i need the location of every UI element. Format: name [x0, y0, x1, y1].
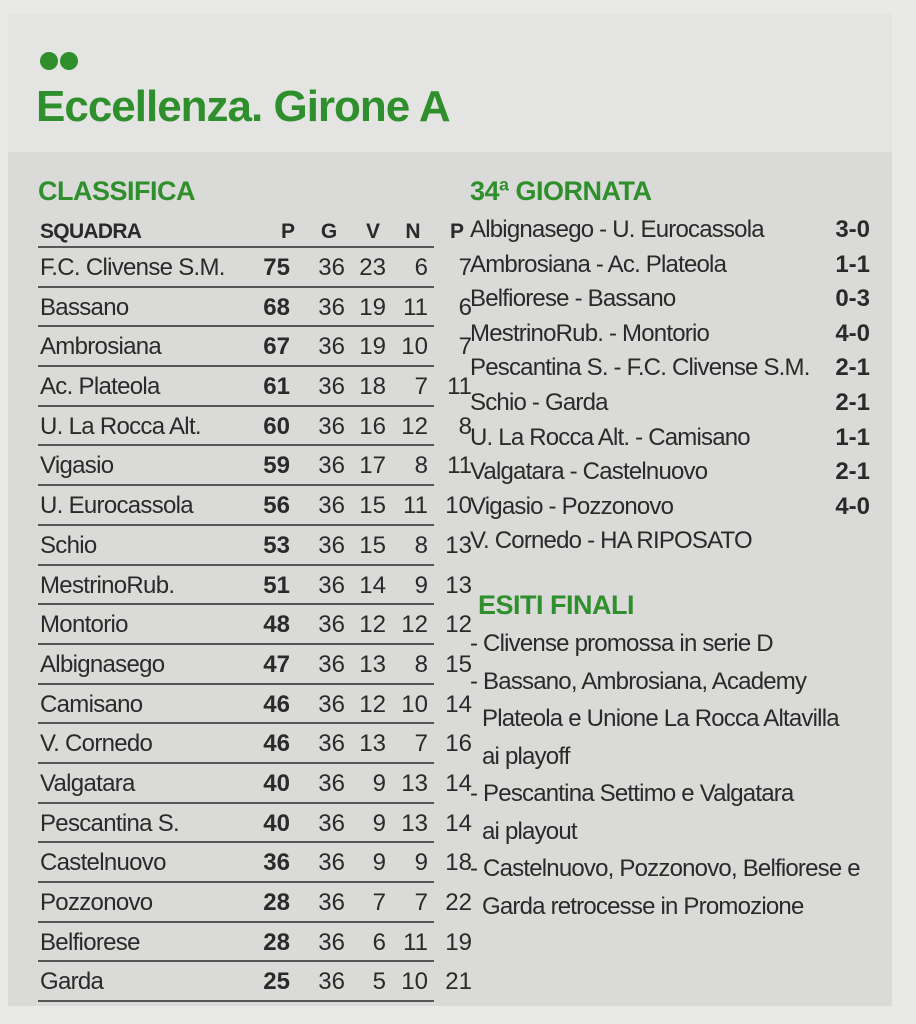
stat-cell: 28 [263, 889, 290, 916]
stat-cell: 8 [414, 650, 428, 678]
column-header: P [280, 220, 295, 243]
list-item [470, 352, 870, 387]
match-teams: Schio - Garda [470, 388, 608, 416]
stat-cell: 7 [414, 373, 428, 401]
stat-cell: 13 [445, 531, 472, 559]
team-name: Albignasego [40, 650, 165, 678]
match-teams: Pescantina S. - F.C. Clivense S.M. [470, 354, 810, 382]
team-name: Schio [40, 531, 97, 559]
stat-cell: 67 [263, 333, 290, 361]
match-score: 2-1 [835, 388, 870, 416]
table-row [38, 962, 472, 1002]
stat-cell: 36 [318, 452, 345, 480]
stat-cell: 36 [318, 809, 345, 837]
stat-cell: 46 [263, 690, 290, 718]
table-row [38, 804, 472, 844]
stat-cell: 11 [403, 293, 428, 321]
stat-cell: 9 [372, 769, 386, 797]
stat-cell: 18 [359, 373, 386, 401]
stat-cell: 19 [359, 293, 386, 321]
stat-cell: 7 [458, 254, 472, 281]
stat-cell: 11 [403, 492, 428, 520]
team-name: Belfiorese [40, 928, 140, 956]
table-row [38, 843, 472, 883]
column-header: G [320, 220, 338, 243]
match-score: 4-0 [835, 319, 870, 347]
table-header [38, 216, 464, 248]
stat-cell: 10 [401, 333, 428, 361]
stat-cell: 22 [445, 889, 472, 916]
team-name: Valgatara [40, 769, 135, 797]
outcome-line: - Clivense promossa in serie D [470, 630, 773, 657]
list-item [470, 422, 870, 457]
stat-cell: 36 [318, 968, 345, 996]
outcome-line: Plateola e Unione La Rocca Altavilla [482, 705, 839, 732]
stat-cell: 8 [414, 531, 428, 559]
stat-cell: 51 [263, 571, 290, 599]
team-name: Vigasio [40, 452, 114, 480]
column-header: SQUADRA [40, 220, 142, 243]
match-teams: MestrinoRub. - Montorio [470, 319, 710, 347]
table-row [38, 923, 472, 963]
stat-cell: 36 [318, 531, 345, 559]
outcome-line: - Pescantina Settimo e Valgatara [470, 780, 794, 807]
stat-cell: 36 [318, 769, 345, 797]
stat-cell: 28 [263, 928, 290, 956]
stat-cell: 10 [401, 690, 428, 718]
stat-cell: 36 [318, 293, 345, 321]
outcome-line: - Bassano, Ambrosiana, Academy [470, 667, 807, 695]
standings-table [38, 216, 472, 1002]
stat-cell: 6 [458, 293, 472, 321]
stat-cell: 14 [359, 571, 386, 599]
stat-cell: 15 [359, 492, 386, 520]
table-row [38, 764, 472, 804]
table-row [38, 446, 472, 486]
match-teams: Ambrosiana - Ac. Plateola [470, 250, 727, 278]
team-name: Pozzonovo [40, 889, 153, 916]
stat-cell: 36 [318, 889, 345, 916]
stat-cell: 46 [263, 730, 290, 758]
match-score: 2-1 [835, 354, 870, 382]
stat-cell: 12 [445, 611, 472, 639]
outcome-line: ai playoff [482, 742, 570, 770]
team-name: Castelnuovo [40, 849, 166, 877]
list-item [470, 214, 870, 249]
stat-cell: 11 [447, 373, 472, 401]
table-row [38, 486, 472, 526]
stat-cell: 47 [263, 650, 290, 678]
stat-cell: 36 [318, 333, 345, 361]
results-list [470, 214, 870, 560]
stat-cell: 11 [447, 452, 472, 480]
table-row [38, 645, 472, 685]
column-header: V [365, 220, 380, 243]
stat-cell: 36 [263, 849, 290, 877]
outcomes-title: ESITI FINALI [478, 590, 634, 620]
match-teams: Albignasego - U. Eurocassola [470, 216, 764, 243]
stat-cell: 68 [263, 293, 290, 321]
stat-cell: 7 [372, 889, 386, 916]
team-name: U. La Rocca Alt. [40, 412, 201, 440]
list-item [470, 491, 870, 526]
table-row [38, 685, 472, 725]
stat-cell: 36 [318, 849, 345, 877]
table-row [38, 883, 472, 923]
stat-cell: 7 [458, 333, 472, 361]
bullet-dots-icon [40, 52, 80, 75]
stat-cell: 10 [445, 492, 472, 520]
team-name: U. Eurocassola [40, 492, 193, 520]
table-row [38, 288, 472, 328]
stat-cell: 17 [359, 452, 386, 480]
match-teams: U. La Rocca Alt. - Camisano [470, 423, 750, 451]
stat-cell: 59 [263, 452, 290, 480]
stat-cell: 8 [458, 412, 472, 440]
match-teams: V. Cornedo - HA RIPOSATO [470, 527, 752, 555]
column-header: P [449, 220, 464, 243]
stat-cell: 13 [359, 650, 386, 678]
stat-cell: 13 [445, 571, 472, 599]
stat-cell: 36 [318, 571, 345, 599]
stat-cell: 18 [445, 849, 472, 877]
stat-cell: 75 [263, 254, 290, 281]
table-row [38, 724, 472, 764]
team-name: V. Cornedo [40, 730, 153, 758]
stat-cell: 14 [445, 690, 472, 718]
stat-cell: 25 [263, 968, 290, 996]
table-row [38, 526, 472, 566]
stat-cell: 10 [401, 968, 428, 996]
match-score: 4-0 [835, 492, 870, 520]
stat-cell: 12 [359, 611, 386, 639]
stat-cell: 36 [318, 690, 345, 718]
stat-cell: 9 [372, 809, 386, 837]
stat-cell: 5 [372, 968, 386, 996]
stat-cell: 13 [401, 769, 428, 797]
stat-cell: 6 [414, 254, 428, 281]
stat-cell: 6 [372, 928, 386, 956]
stat-cell: 16 [445, 730, 472, 758]
match-score: 1-1 [835, 423, 870, 451]
stat-cell: 36 [318, 492, 345, 520]
match-score: 0-3 [835, 285, 870, 313]
stat-cell: 14 [445, 809, 472, 837]
stat-cell: 36 [318, 373, 345, 401]
stat-cell: 61 [263, 373, 290, 401]
table-row [38, 407, 472, 447]
stat-cell: 14 [445, 769, 472, 797]
page-title: Eccellenza. Girone A [36, 82, 450, 131]
match-teams: Valgatara - Castelnuovo [470, 458, 708, 486]
stat-cell: 40 [263, 769, 290, 797]
stat-cell: 36 [318, 650, 345, 678]
outcome-line: Garda retrocesse in Promozione [482, 892, 804, 920]
stat-cell: 15 [445, 650, 472, 678]
stat-cell: 8 [414, 452, 428, 480]
stat-cell: 15 [359, 531, 386, 559]
stat-cell: 56 [263, 492, 290, 520]
team-name: Garda [40, 968, 104, 996]
table-row [38, 367, 472, 407]
table-row [38, 327, 472, 367]
stat-cell: 19 [445, 928, 472, 956]
stat-cell: 53 [263, 531, 290, 559]
match-score: 2-1 [835, 458, 870, 486]
stat-cell: 36 [318, 254, 345, 281]
table-row [38, 566, 472, 606]
stat-cell: 12 [359, 690, 386, 718]
stat-cell: 13 [359, 730, 386, 758]
table-row [38, 248, 472, 288]
stat-cell: 12 [401, 412, 428, 440]
outcome-line: - Castelnuovo, Pozzonovo, Belfiorese e [470, 855, 860, 882]
list-item [470, 283, 870, 318]
matchday-title: 34ª GIORNATA [470, 176, 652, 206]
stat-cell: 7 [414, 889, 428, 916]
team-name: Montorio [40, 611, 128, 639]
list-item [470, 525, 870, 560]
stat-cell: 36 [318, 730, 345, 758]
stat-cell: 60 [263, 412, 290, 440]
stat-cell: 11 [403, 928, 428, 956]
team-name: Bassano [40, 293, 129, 321]
standings-title: CLASSIFICA [38, 176, 195, 206]
stat-cell: 9 [372, 849, 386, 877]
stat-cell: 12 [401, 611, 428, 639]
stat-cell: 36 [318, 611, 345, 639]
list-item [470, 387, 870, 422]
team-name: Pescantina S. [40, 809, 179, 837]
column-header: N [405, 220, 421, 243]
table-row [38, 605, 472, 645]
team-name: Ambrosiana [40, 333, 162, 361]
stat-cell: 9 [414, 849, 428, 877]
team-name: Ac. Plateola [40, 373, 160, 401]
match-score: 3-0 [835, 216, 870, 243]
stat-cell: 16 [359, 412, 386, 440]
stat-cell: 48 [263, 611, 290, 639]
list-item [470, 249, 870, 284]
stat-cell: 40 [263, 809, 290, 837]
team-name: F.C. Clivense S.M. [40, 254, 225, 281]
match-teams: Belfiorese - Bassano [470, 285, 676, 313]
stat-cell: 21 [445, 968, 472, 996]
team-name: Camisano [40, 690, 143, 718]
list-item [470, 456, 870, 491]
stat-cell: 13 [401, 809, 428, 837]
stat-cell: 7 [414, 730, 428, 758]
stat-cell: 9 [414, 571, 428, 599]
match-score: 1-1 [835, 250, 870, 278]
stat-cell: 36 [318, 928, 345, 956]
stat-cell: 36 [318, 412, 345, 440]
outcomes-list [470, 630, 890, 930]
stat-cell: 23 [359, 254, 386, 281]
outcome-line: ai playout [482, 817, 577, 845]
list-item [470, 318, 870, 353]
team-name: MestrinoRub. [40, 571, 175, 599]
match-teams: Vigasio - Pozzonovo [470, 492, 674, 520]
stat-cell: 19 [359, 333, 386, 361]
